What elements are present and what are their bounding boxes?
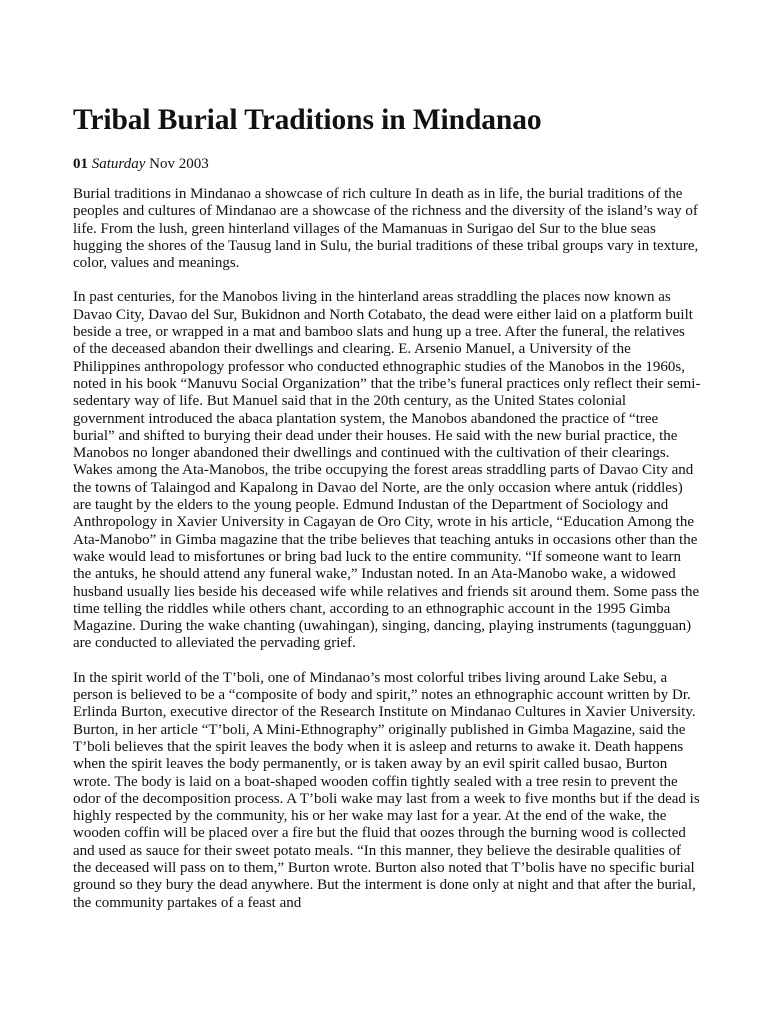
paragraph-intro: Burial traditions in Mindanao a showcase of rich culture In death as in life, the burial traditions of the peoples and cultures of Mindanao are a showcase of the richness and the diversity of the island’s way of life. From the lush, green hinterland villages of the Mamanuas in Surigao del Sur to the blue seas hugging the shores of the Tausug land in Sulu, the burial traditions of these tribal groups vary in texture, color, values and meanings. <box>73 186 699 272</box>
article-title: Tribal Burial Traditions in Mindanao <box>73 104 542 136</box>
date-weekday: Saturday <box>91 156 146 172</box>
article-date <box>73 155 701 173</box>
article <box>73 100 701 912</box>
paragraph-tboli: In the spirit world of the T’boli, one of Mindanao’s most colorful tribes living around Lake Sebu, a person is believed to be a “composite of body and spirit,” notes an ethnographic account written by Dr. Erlinda Burton, executive director of the Research Institute on Mindanao Cultures in Xavier University. Burton, in her article “T’boli, A Mini-Ethnography” originally published in Gimba Magazine, said the T’boli believes that the spirit leaves the body when it is asleep and returns to awake it. Death happens when the spirit leaves the body permanently, or is taken away by an evil spirit called busao, Burton wrote. The body is laid on a boat-shaped wooden coffin tightly sealed with a tree resin to prevent the odor of the decomposition process. A T’boli wake may last from a week to five months but if the dead is highly respected by the community, his or her wake may last for a year. At the end of the wake, the wooden coffin will be placed over a fire but the fluid that oozes through the burning wood is collected and used as sauce for their sweet potato meals. “In this manner, they believe the desirable qualities of the deceased will pass on to them,” Burton wrote. Burton also noted that T’bolis have no specific burial ground so they bury the dead anywhere. But the interment is done only at night and that after the burial, the community partakes of a feast and <box>73 669 700 911</box>
date-month-year: Nov 2003 <box>149 156 209 172</box>
paragraph-manobos: In past centuries, for the Manobos living in the hinterland areas straddling the places now known as Davao City, Davao del Sur, Bukidnon and North Cotabato, the dead were either laid on a platform built beside a tree, or wrapped in a mat and bamboo slats and hung up a tree. After the funeral, the relatives of the deceased abandon their dwellings and clearing. E. Arsenio Manuel, a University of the Philippines anthropology professor who conducted ethnographic studies of the Manobos in the 1960s, noted in his book “Manuvu Social Organization” that the tribe’s funeral practices only reflect their semi-sedentary way of life. But Manuel said that in the 20th century, as the United States colonial government introduced the abaca plantation system, the Manobos abandoned the practice of “tree burial” and shifted to burying their dead under their houses. He said with the new burial practice, the Manobos no longer abandoned their dwellings and continued with the cultivation of their clearings. Wakes among the Ata-Manobos, the tribe occupying the forest areas straddling parts of Davao City and the towns of Talaingod and Kapalong in Davao del Norte, are the only occasion where antuk (riddles) are taught by the elders to the young people. Edmund Industan of the Department of Sociology and Anthropology in Xavier University in Cagayan de Oro City, wrote in his article, “Education Among the Ata-Manobo” in Gimba magazine that the tribe believes that teaching antuks in occasions other than the wake would lead to misfortunes or bring bad luck to the entire community. “If someone want to learn the antuks, he should attend any funeral wake,” Industan noted. In an Ata-Manobo wake, a widowed husband usually lies beside his deceased wife while relatives and friends sit around them. Some pass the time telling the riddles while others chant, according to an ethnographic account in the 1995 Gimba Magazine. During the wake chanting (uwahingan), singing, dancing, playing instruments (tagungguan) are conducted to alleviated the pervading grief. <box>73 289 701 652</box>
date-day: 01 <box>73 156 88 172</box>
